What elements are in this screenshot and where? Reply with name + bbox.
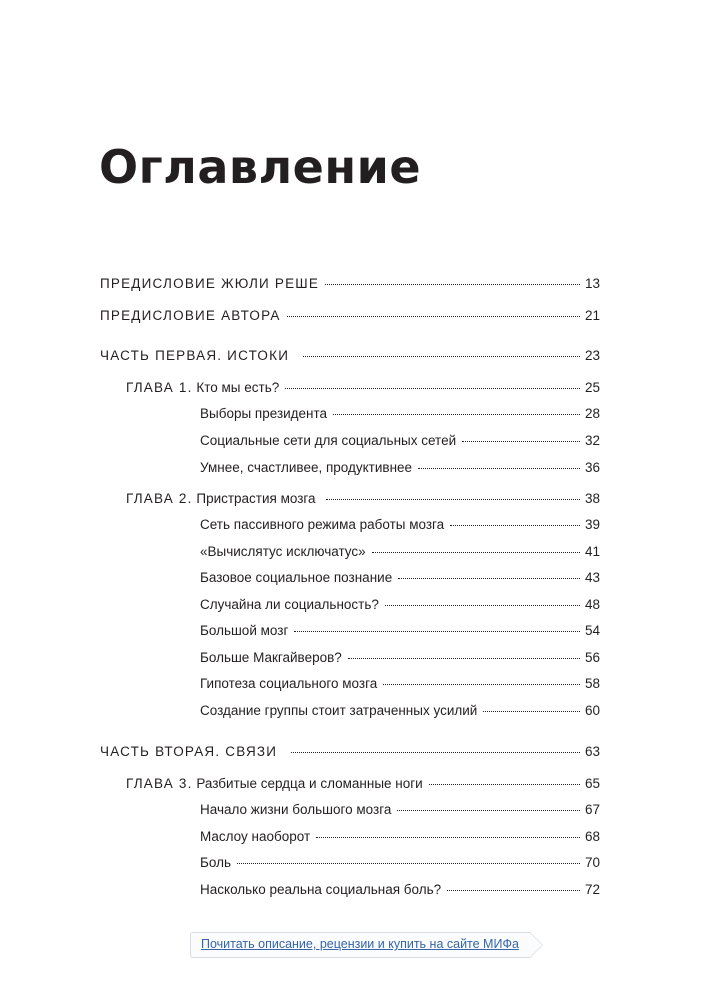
toc-entry-label: Маслоу наоборот (200, 829, 311, 844)
dot-leader (303, 356, 580, 357)
dot-leader (372, 552, 580, 553)
dot-leader (237, 863, 580, 864)
toc-entry-label (126, 491, 316, 506)
dot-leader (326, 499, 580, 500)
dot-leader (483, 711, 580, 712)
toc-entry[interactable] (200, 676, 600, 696)
toc-entry[interactable] (200, 597, 600, 617)
toc-entry-label: Боль (200, 855, 231, 870)
dot-leader (462, 441, 580, 442)
toc-entry-label: Сеть пассивного режима работы мозга (200, 517, 445, 532)
toc-entry[interactable] (126, 380, 600, 400)
dot-leader (398, 578, 580, 579)
dot-leader (383, 684, 580, 685)
toc-entry-page: 60 (584, 703, 600, 718)
dot-leader (348, 658, 580, 659)
toc-entry-label: Базовое социальное познание (200, 570, 393, 585)
chapter-title: Пристрастия мозга (196, 491, 316, 506)
dot-leader (294, 631, 580, 632)
toc-entry-label (126, 380, 279, 395)
toc-entry[interactable] (200, 406, 600, 426)
toc-entry-label: ЧАСТЬ ВТОРАЯ. СВЯЗИ (100, 744, 278, 759)
chapter-title: Разбитые сердца и сломанные ноги (196, 776, 423, 791)
toc-entry-page: 36 (584, 460, 600, 475)
toc-entry-label: ПРЕДИСЛОВИЕ ЖЮЛИ РЕШЕ (100, 276, 320, 291)
toc-entry[interactable] (200, 460, 600, 480)
toc-entry[interactable] (200, 703, 600, 723)
toc-entry-page: 48 (584, 597, 600, 612)
toc-entry-label: Гипотеза социального мозга (200, 676, 378, 691)
dot-leader (316, 837, 580, 838)
toc-entry-page: 32 (584, 433, 600, 448)
dot-leader (450, 525, 580, 526)
toc-entry[interactable] (126, 491, 600, 511)
toc-entry[interactable] (200, 623, 600, 643)
chapter-prefix: ГЛАВА 1. (126, 380, 193, 395)
toc-entry-label: ПРЕДИСЛОВИЕ АВТОРА (100, 308, 281, 323)
buy-link-banner[interactable] (190, 932, 530, 958)
chapter-prefix: ГЛАВА 3. (126, 776, 193, 791)
toc-entry-page: 21 (584, 308, 600, 323)
toc-entry-page: 68 (584, 829, 600, 844)
toc-entry-page: 25 (584, 380, 600, 395)
toc-entry[interactable] (200, 544, 600, 564)
toc-entry-label: Начало жизни большого мозга (200, 802, 392, 817)
toc-entry[interactable] (200, 855, 600, 875)
toc-entry[interactable] (100, 276, 600, 296)
toc-entry-page: 65 (584, 776, 600, 791)
toc-entry-page: 70 (584, 855, 600, 870)
toc-entry-page: 67 (584, 802, 600, 817)
dot-leader (385, 605, 580, 606)
page-title: Оглавление (99, 140, 422, 194)
toc-entry-page: 38 (584, 491, 600, 506)
toc-entry-label: Большой мозг (200, 623, 289, 638)
toc-entry[interactable] (200, 882, 600, 902)
toc-entry-label: «Вычислятус исключатус» (200, 544, 366, 559)
toc-entry-label: Умнее, счастливее, продуктивнее (200, 460, 413, 475)
toc-entry[interactable] (200, 829, 600, 849)
toc-entry-page: 56 (584, 650, 600, 665)
dot-leader (291, 752, 580, 753)
toc-entry-page: 41 (584, 544, 600, 559)
toc-entry-label: Случайна ли социальность? (200, 597, 379, 612)
toc-entry-label: Больше Макгайверов? (200, 650, 342, 665)
dot-leader (397, 810, 580, 811)
chapter-prefix: ГЛАВА 2. (126, 491, 193, 506)
toc-entry[interactable] (100, 348, 600, 368)
toc-entry-page: 28 (584, 406, 600, 421)
toc-entry-page: 72 (584, 882, 600, 897)
dot-leader (429, 784, 580, 785)
toc-entry[interactable] (100, 308, 600, 328)
toc-entry[interactable] (200, 802, 600, 822)
toc-entry-label: Социальные сети для социальных сетей (200, 433, 457, 448)
toc-entry-page: 54 (584, 623, 600, 638)
toc-entry[interactable] (200, 433, 600, 453)
dot-leader (325, 284, 580, 285)
toc-entry-page: 13 (584, 276, 600, 291)
buy-link[interactable]: Почитать описание, рецензии и купить на сайте МИФа (201, 937, 519, 951)
toc-entry-label: Насколько реальна социальная боль? (200, 882, 442, 897)
dot-leader (287, 316, 580, 317)
toc-entry-page: 23 (584, 348, 600, 363)
toc-entry-page: 63 (584, 744, 600, 759)
dot-leader (447, 890, 580, 891)
toc-entry-label: Выборы президента (200, 406, 328, 421)
toc-entry[interactable] (100, 744, 600, 764)
toc-entry-label: ЧАСТЬ ПЕРВАЯ. ИСТОКИ (100, 348, 290, 363)
toc-entry-label: Создание группы стоит затраченных усилий (200, 703, 478, 718)
toc-entry-page: 58 (584, 676, 600, 691)
chapter-title: Кто мы есть? (196, 380, 280, 395)
dot-leader (333, 414, 580, 415)
toc-entry-page: 43 (584, 570, 600, 585)
toc-entry[interactable] (126, 776, 600, 796)
toc-entry[interactable] (200, 517, 600, 537)
dot-leader (285, 388, 580, 389)
dot-leader (418, 468, 580, 469)
toc-entry[interactable] (200, 650, 600, 670)
toc-entry-label (126, 776, 423, 791)
toc-entry[interactable] (200, 570, 600, 590)
toc-entry-page: 39 (584, 517, 600, 532)
